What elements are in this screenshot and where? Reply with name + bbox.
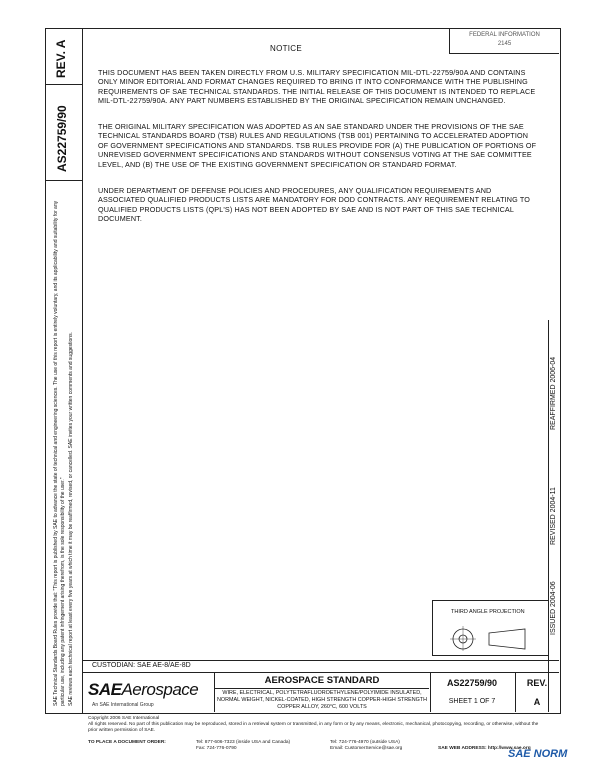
document-number: AS22759/90 [446, 678, 498, 688]
order-label: TO PLACE A DOCUMENT ORDER: [88, 740, 166, 745]
federal-info-box [449, 28, 559, 54]
order-tel: Tel: 877-606-7323 (inside USA and Canada) [196, 740, 291, 745]
left-docnum-label: AS22759/90 [55, 105, 69, 172]
sae-norm-watermark: SAE NORM [508, 748, 568, 760]
logo-sae: SAE [88, 680, 122, 699]
left-disclaimer-1: SAE Technical Standards Board Rules provide that: "This report is published by SAE to advance the state of technical and engineering sciences. The use of this report is entirely voluntary, and its applicability and suitability for any particular use, including any patent infringement arising therefrom, is the sole responsibility of the user." [53, 200, 66, 706]
rev-value: A [533, 697, 541, 707]
sae-web-address[interactable]: SAE WEB ADDRESS: http://www.sae.org [438, 746, 531, 751]
standard-title-rule [215, 688, 429, 689]
left-rev-cell [45, 28, 82, 85]
issued-date: ISSUED 2004-06 [550, 581, 557, 635]
reaffirmed-date: REAFFIRMED 2006-04 [550, 356, 557, 430]
standard-description: WIRE, ELECTRICAL, POLYTETRAFLUOROETHYLENE/POLYIMIDE INSULATED, NORMAL WEIGHT, NICKEL-COATED, HIGH STRENGTH COPPER-HIGH STRENGTH COPPER ALLOY, 260°C, 600 VOLTS [217, 690, 427, 710]
notice-paragraph-1: THIS DOCUMENT HAS BEEN TAKEN DIRECTLY FROM U.S. MILITARY SPECIFICATION MIL-DTL-22759/90A AND CONTAINS ONLY MINOR EDITORIAL AND FORMAT CHANGES REQUIRED TO BRING IT INTO CONFORMANCE WITH THE PUBLISHING REQUIREMENTS OF SAE TECHNICAL STANDARDS. THE INITIAL RELEASE OF THIS DOCUMENT IS INTENDED TO REPLACE MIL-DTL-22759/90A. ANY PART NUMBERS ESTABLISHED BY THE ORIGINAL SPECIFICATION REMAIN UNCHANGED. [98, 68, 536, 106]
left-rev-label: REV. A [54, 39, 68, 78]
federal-info-line-1: FEDERAL INFORMATION [469, 32, 540, 38]
order-fax: Fax: 724-776-0790 [196, 746, 237, 751]
sae-aerospace-logo [88, 680, 198, 700]
third-angle-label: THIRD ANGLE PROJECTION [451, 609, 525, 615]
copyright-line: Copyright 2006 SAE International [88, 716, 160, 721]
notice-paragraph-2: THE ORIGINAL MILITARY SPECIFICATION WAS ADOPTED AS AN SAE STANDARD UNDER THE PROVISIONS OF THE SAE TECHNICAL STANDARDS BOARD (TSB) RULES AND REGULATIONS (TSB 001) PERTAINING TO ACCELERATED ADOPTION OF GOVERNMENT SPECIFICATIONS AND STANDARDS. TSB RULES PROVIDE FOR (A) THE PUBLICATION OF PORTIONS OF UNREVISED GOVERNMENT SPECIFICATIONS AND STANDARDS WITHOUT CONSENSUS VOTING AT THE SAE COMMITTEE LEVEL, AND (B) THE USE OF THE EXISTING GOVERNMENT SPECIFICATION OR STANDARD FORMAT. [98, 122, 537, 169]
federal-info-line-2: 2145 [497, 41, 512, 47]
notice-title: NOTICE [270, 44, 303, 53]
rev-label: REV. [526, 678, 548, 688]
left-disclaimer-2: SAE reviews each technical report at least every five years at which time it may be reaffirmed, revised, or cancelled. SAE invites your written comments and suggestions. [68, 332, 74, 706]
order-email: Email: CustomerService@sae.org [330, 746, 403, 751]
rights-statement: All rights reserved. No part of this publication may be reproduced, stored in a retrieval system or transmitted, in any form or by any means, electronic, mechanical, photocopying, recording, or otherwise, without the prior written permission of SAE. [88, 722, 539, 733]
third-angle-projection-box [432, 600, 549, 656]
third-angle-projection-icon [447, 623, 537, 651]
custodian-text: CUSTODIAN: SAE AE-8/AE-8D [92, 662, 191, 669]
notice-paragraph-3: UNDER DEPARTMENT OF DEFENSE POLICIES AND PROCEDURES, ANY QUALIFICATION REQUIREMENTS AND ASSOCIATED QUALIFIED PRODUCTS LISTS ARE MANDATORY FOR DOD CONTRACTS. ANY REQUIREMENT RELATING TO QUALIFIED PRODUCTS LISTS (QPL'S) HAS NOT BEEN ADOPTED BY SAE AND IS NOT PART OF THIS SAE TECHNICAL DOCUMENT. [98, 186, 531, 224]
sheet-number: SHEET 1 OF 7 [448, 698, 496, 705]
left-docnum-cell [45, 84, 82, 181]
logo-aerospace: Aerospace [121, 680, 199, 699]
standard-title: AEROSPACE STANDARD [264, 675, 380, 686]
order-tel-outside: Tel: 724-776-4970 (outside USA) [330, 740, 400, 745]
logo-subtitle: An SAE International Group [92, 702, 154, 708]
revised-date: REVISED 2004-11 [550, 487, 557, 545]
